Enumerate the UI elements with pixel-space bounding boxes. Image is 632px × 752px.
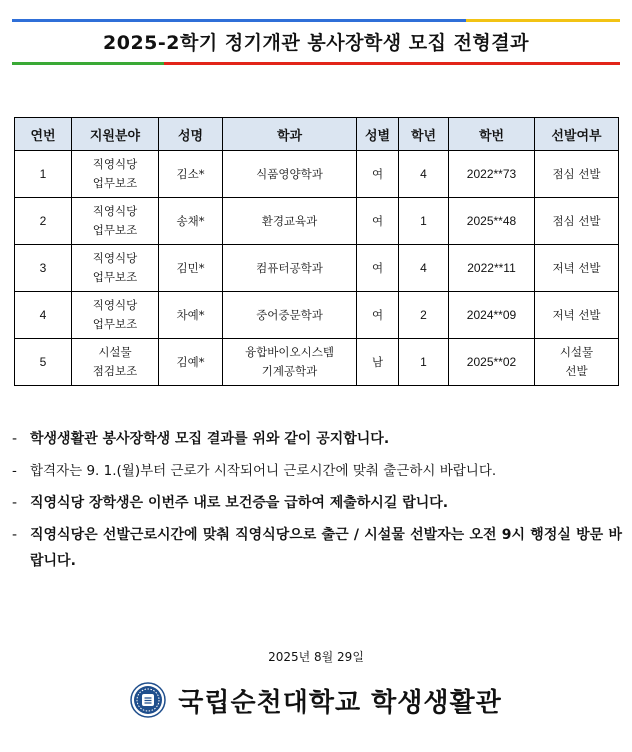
grade-cell: 4 — [399, 245, 449, 292]
column-header: 선발여부 — [535, 118, 619, 151]
row-number-cell: 5 — [15, 339, 72, 386]
grade-cell: 1 — [399, 339, 449, 386]
table-row — [15, 292, 619, 339]
selection-result-cell: 점심 선발 — [535, 198, 619, 245]
table-row — [15, 245, 619, 292]
table-row — [15, 339, 619, 386]
bullet-dash: - — [12, 463, 17, 479]
title-bottom-rule — [12, 62, 620, 65]
department-cell: 컴퓨터공학과 — [223, 245, 357, 292]
applicant-name-cell: 김민* — [159, 245, 223, 292]
student-id-cell: 2025**48 — [449, 198, 535, 245]
result-table — [14, 117, 619, 386]
rule-segment-yellow — [466, 19, 620, 22]
gender-cell: 여 — [357, 292, 399, 339]
notice-text: 합격자는 9. 1.(월)부터 근로가 시작되어니 근로시간에 맞춰 출근하시 바랍니다. — [30, 463, 497, 479]
footer — [0, 678, 632, 722]
row-number-cell: 2 — [15, 198, 72, 245]
gender-cell: 남 — [357, 339, 399, 386]
selection-result-cell: 저녁 선발 — [535, 292, 619, 339]
table-row — [15, 151, 619, 198]
department-cell: 중어중문학과 — [223, 292, 357, 339]
selection-result-cell: 시설물 선발 — [535, 339, 619, 386]
notice-item — [12, 522, 622, 574]
university-emblem-icon — [130, 682, 166, 718]
student-id-cell: 2022**11 — [449, 245, 535, 292]
column-header: 연번 — [15, 118, 72, 151]
bullet-dash: - — [12, 495, 18, 511]
rule-segment-blue — [12, 19, 466, 22]
notice-text: 학생생활관 봉사장학생 모집 결과를 위와 같이 공지합니다. — [30, 431, 390, 447]
column-header: 성별 — [357, 118, 399, 151]
applicant-name-cell: 송채* — [159, 198, 223, 245]
applicant-name-cell: 김예* — [159, 339, 223, 386]
department-cell: 식품영양학과 — [223, 151, 357, 198]
row-number-cell: 4 — [15, 292, 72, 339]
department-cell: 환경교육과 — [223, 198, 357, 245]
bullet-dash: - — [12, 527, 18, 543]
support-field-cell: 시설물 점검보조 — [72, 339, 159, 386]
bullet-dash: - — [12, 431, 18, 447]
support-field-cell: 직영식당 업무보조 — [72, 151, 159, 198]
applicant-name-cell: 김소* — [159, 151, 223, 198]
table-row — [15, 198, 619, 245]
row-number-cell: 3 — [15, 245, 72, 292]
rule-segment-red — [164, 62, 620, 65]
support-field-cell: 직영식당 업무보조 — [72, 198, 159, 245]
grade-cell: 4 — [399, 151, 449, 198]
notice-item — [12, 490, 622, 516]
grade-cell: 1 — [399, 198, 449, 245]
grade-cell: 2 — [399, 292, 449, 339]
row-number-cell: 1 — [15, 151, 72, 198]
applicant-name-cell: 차예* — [159, 292, 223, 339]
column-header: 학번 — [449, 118, 535, 151]
column-header: 학과 — [223, 118, 357, 151]
gender-cell: 여 — [357, 245, 399, 292]
notice-list — [12, 426, 622, 580]
table-header-row — [15, 118, 619, 151]
gender-cell: 여 — [357, 198, 399, 245]
notice-date: 2025년 8월 29일 — [268, 650, 364, 664]
notice-item — [12, 426, 622, 452]
support-field-cell: 직영식당 업무보조 — [72, 292, 159, 339]
page-title: 2025-2학기 정기개관 봉사장학생 모집 전형결과 — [103, 32, 529, 54]
department-cell: 융합바이오시스템 기계공학과 — [223, 339, 357, 386]
notice-item — [12, 458, 622, 484]
student-id-cell: 2024**09 — [449, 292, 535, 339]
selection-result-cell: 저녁 선발 — [535, 245, 619, 292]
organization-name: 국립순천대학교 학생생활관 — [178, 687, 502, 718]
rule-segment-green — [12, 62, 164, 65]
column-header: 지원분야 — [72, 118, 159, 151]
support-field-cell: 직영식당 업무보조 — [72, 245, 159, 292]
student-id-cell: 2025**02 — [449, 339, 535, 386]
title-top-rule — [12, 19, 620, 22]
column-header: 성명 — [159, 118, 223, 151]
student-id-cell: 2022**73 — [449, 151, 535, 198]
column-header: 학년 — [399, 118, 449, 151]
selection-result-cell: 점심 선발 — [535, 151, 619, 198]
notice-text: 직영식당 장학생은 이번주 내로 보건증을 급하여 제출하시길 랍니다. — [30, 495, 449, 511]
notice-text: 직영식당은 선발근로시간에 맞춰 직영식당으로 출근 / 시설물 선발자는 오전 9시 행정실 방문 바랍니다. — [30, 527, 622, 569]
gender-cell: 여 — [357, 151, 399, 198]
